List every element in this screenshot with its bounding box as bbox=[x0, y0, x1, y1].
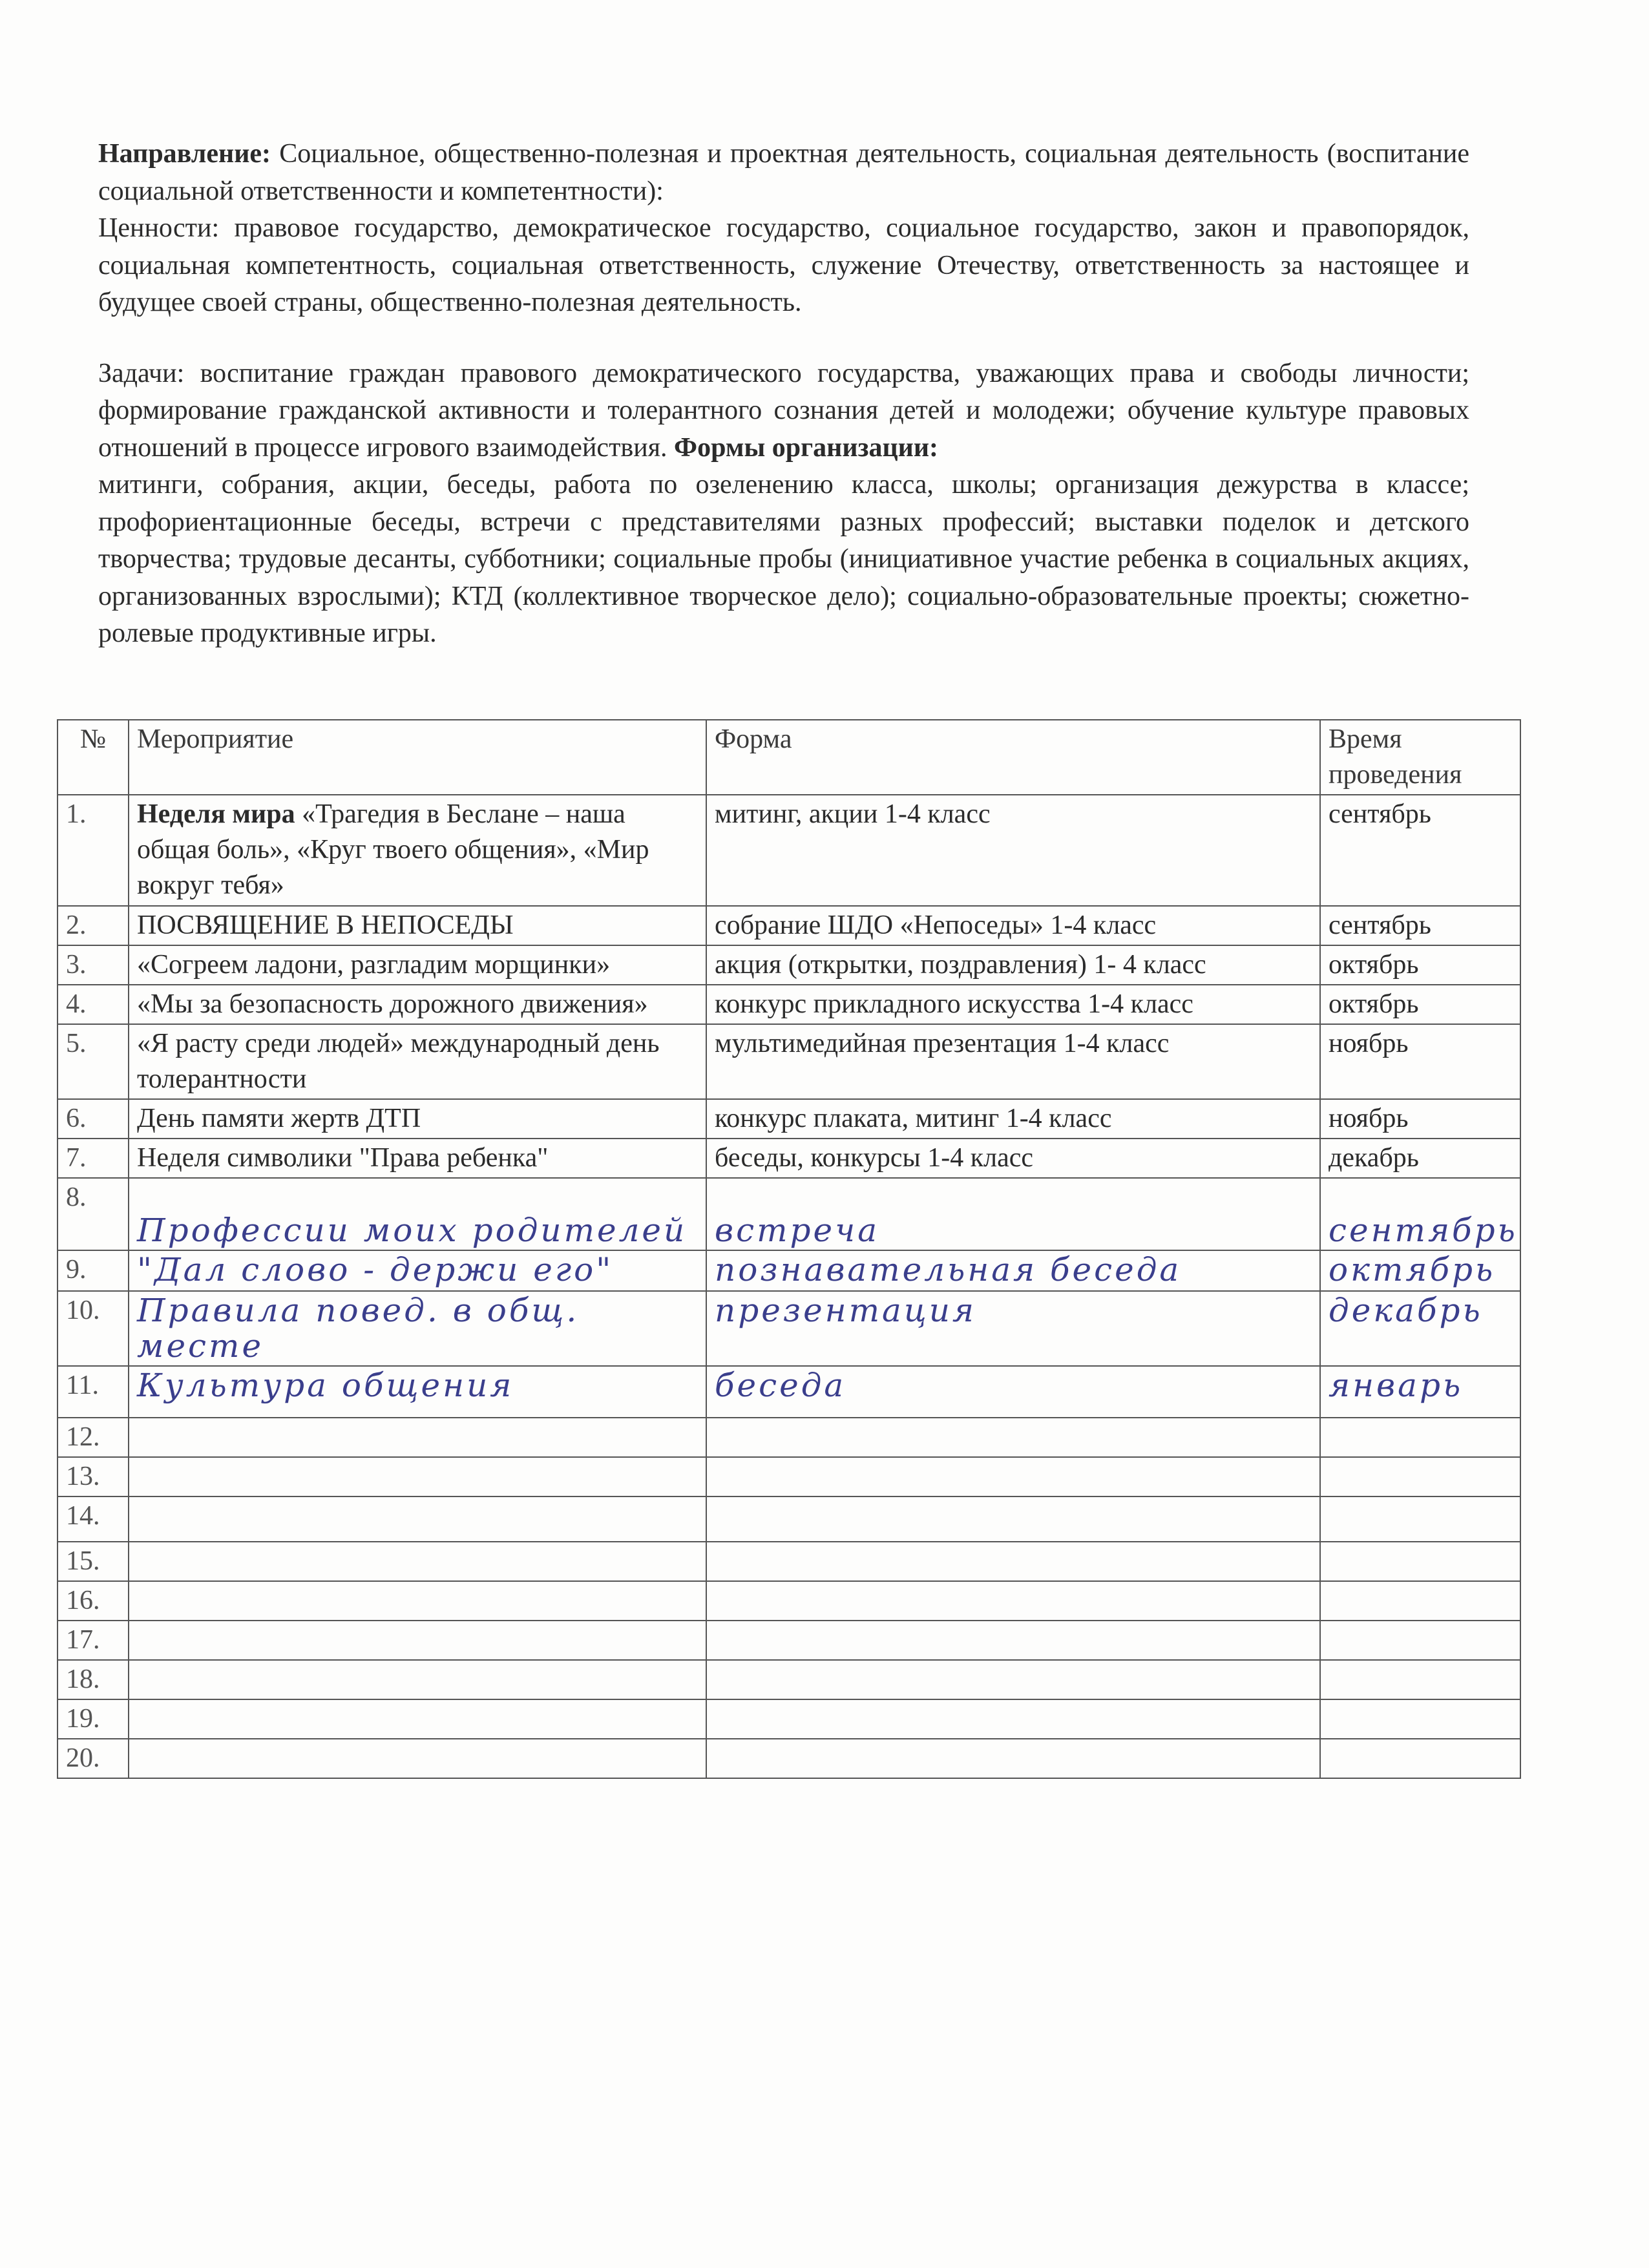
row-number: 11. bbox=[58, 1366, 129, 1418]
header-time: Время проведения bbox=[1320, 720, 1520, 795]
table-row bbox=[58, 795, 1520, 906]
row-number: 19. bbox=[58, 1699, 129, 1739]
row-event bbox=[129, 1581, 706, 1621]
row-event bbox=[129, 1496, 706, 1542]
header-event: Мероприятие bbox=[129, 720, 706, 795]
row-event-handwritten: Правила повед. в общ. месте bbox=[129, 1291, 706, 1366]
table-row bbox=[58, 1139, 1520, 1178]
row-event bbox=[129, 1457, 706, 1496]
forms-paragraph: митинги, собрания, акции, беседы, работа по озеленению класса, школы; организация дежурства в классе; профориентационные беседы, встречи с представителями разных профессий; выставки поделок и детского творчества; трудовые десанты, субботники; социальные пробы (инициативное участие ребенка в социальных акциях, организованных взрослыми); КТД (коллективное творческое дело); социально-образовательные проекты; сюжетно-ролевые продуктивные игры. bbox=[98, 470, 1469, 648]
intro-section bbox=[98, 136, 1469, 653]
row-time bbox=[1320, 1660, 1520, 1699]
row-form: собрание ШДО «Непоседы» 1-4 класс bbox=[706, 906, 1320, 945]
row-form: митинг, акции 1-4 класс bbox=[706, 795, 1320, 906]
row-number: 9. bbox=[58, 1250, 129, 1291]
row-event: Неделя символики "Права ребенка" bbox=[129, 1139, 706, 1178]
empty-row bbox=[58, 1581, 1520, 1621]
row-event-handwritten: "Дал слово - держи его" bbox=[129, 1250, 706, 1291]
empty-row bbox=[58, 1660, 1520, 1699]
row-form bbox=[706, 1699, 1320, 1739]
row-form: конкурс прикладного искусства 1-4 класс bbox=[706, 985, 1320, 1024]
forms-label: Формы организации: bbox=[674, 432, 939, 463]
empty-row bbox=[58, 1542, 1520, 1581]
row-time: декабрь bbox=[1320, 1139, 1520, 1178]
row-number: 10. bbox=[58, 1291, 129, 1366]
row-event: «Согреем ладони, разгладим морщинки» bbox=[129, 945, 706, 985]
row-time bbox=[1320, 1581, 1520, 1621]
row-time-handwritten: январь bbox=[1320, 1366, 1520, 1418]
row-event: «Я расту среди людей» международный день толерантности bbox=[129, 1024, 706, 1099]
row-number: 8. bbox=[58, 1178, 129, 1250]
tasks-text: Задачи: воспитание граждан правового демократического государства, уважающих права и свободы личности; формирование гражданской активности и толерантного сознания детей и молодежи; обучение культуре правовых отношений в процессе игрового взаимодействия. bbox=[98, 358, 1469, 463]
row-form bbox=[706, 1496, 1320, 1542]
row-event-handwritten: Культура общения bbox=[129, 1366, 706, 1418]
row-number: 20. bbox=[58, 1739, 129, 1778]
row-number: 18. bbox=[58, 1660, 129, 1699]
row-time bbox=[1320, 1496, 1520, 1542]
row-event bbox=[129, 1542, 706, 1581]
table-row bbox=[58, 945, 1520, 985]
row-number: 7. bbox=[58, 1139, 129, 1178]
empty-row bbox=[58, 1621, 1520, 1660]
row-time bbox=[1320, 1739, 1520, 1778]
row-number: 12. bbox=[58, 1418, 129, 1457]
row-form: акция (открытки, поздравления) 1- 4 класс bbox=[706, 945, 1320, 985]
row-event: ПОСВЯЩЕНИЕ В НЕПОСЕДЫ bbox=[129, 906, 706, 945]
table-row bbox=[58, 985, 1520, 1024]
row-form bbox=[706, 1418, 1320, 1457]
table-row bbox=[58, 906, 1520, 945]
empty-row bbox=[58, 1699, 1520, 1739]
row-number: 1. bbox=[58, 795, 129, 906]
row-form: конкурс плаката, митинг 1-4 класс bbox=[706, 1099, 1320, 1139]
table-header-row bbox=[58, 720, 1520, 795]
paragraph-gap bbox=[98, 322, 1469, 355]
empty-row bbox=[58, 1496, 1520, 1542]
row-number: 13. bbox=[58, 1457, 129, 1496]
header-form: Форма bbox=[706, 720, 1320, 795]
row-event bbox=[129, 1621, 706, 1660]
row-form: беседы, конкурсы 1-4 класс bbox=[706, 1139, 1320, 1178]
empty-row bbox=[58, 1457, 1520, 1496]
values-paragraph: Ценности: правовое государство, демократическое государство, социальное государство, закон и правопорядок, социальная компетентность, социальная ответственность, служение Отечеству, ответственность за настоящее и будущее своей страны, общественно-полезная деятельность. bbox=[98, 213, 1469, 317]
row-number: 16. bbox=[58, 1581, 129, 1621]
table-row bbox=[58, 1099, 1520, 1139]
row-time: сентябрь bbox=[1320, 906, 1520, 945]
direction-label: Направление: bbox=[98, 139, 271, 169]
table-row bbox=[58, 1024, 1520, 1099]
row-event-bold: Неделя мира bbox=[137, 799, 295, 829]
handwritten-row bbox=[58, 1178, 1520, 1250]
tasks-paragraph bbox=[98, 355, 1469, 467]
row-form bbox=[706, 1621, 1320, 1660]
row-time bbox=[1320, 1542, 1520, 1581]
row-form-handwritten: познавательная беседа bbox=[706, 1250, 1320, 1291]
row-time bbox=[1320, 1457, 1520, 1496]
handwritten-row bbox=[58, 1291, 1520, 1366]
row-time-handwritten: сентябрь bbox=[1320, 1178, 1520, 1250]
row-time-handwritten: декабрь bbox=[1320, 1291, 1520, 1366]
row-form bbox=[706, 1581, 1320, 1621]
row-number: 15. bbox=[58, 1542, 129, 1581]
row-form bbox=[706, 1660, 1320, 1699]
row-event bbox=[129, 1418, 706, 1457]
row-time: ноябрь bbox=[1320, 1024, 1520, 1099]
row-event-text: «Трагедия в Беслане – наша общая боль», «Круг твоего общения», «Мир вокруг тебя» bbox=[137, 799, 649, 900]
row-event: «Мы за безопасность дорожного движения» bbox=[129, 985, 706, 1024]
header-number: № bbox=[58, 720, 129, 795]
row-number: 5. bbox=[58, 1024, 129, 1099]
empty-row bbox=[58, 1418, 1520, 1457]
row-number: 2. bbox=[58, 906, 129, 945]
row-time bbox=[1320, 1699, 1520, 1739]
row-form bbox=[706, 1457, 1320, 1496]
events-table bbox=[57, 719, 1521, 1779]
row-time: октябрь bbox=[1320, 985, 1520, 1024]
row-form: мультимедийная презентация 1-4 класс bbox=[706, 1024, 1320, 1099]
row-form-handwritten: беседа bbox=[706, 1366, 1320, 1418]
row-form-handwritten: встреча bbox=[706, 1178, 1320, 1250]
handwritten-row bbox=[58, 1250, 1520, 1291]
direction-paragraph bbox=[98, 136, 1469, 210]
row-time: ноябрь bbox=[1320, 1099, 1520, 1139]
row-time: сентябрь bbox=[1320, 795, 1520, 906]
row-form-handwritten: презентация bbox=[706, 1291, 1320, 1366]
row-time-handwritten: октябрь bbox=[1320, 1250, 1520, 1291]
row-number: 4. bbox=[58, 985, 129, 1024]
row-event-handwritten: Профессии моих родителей bbox=[129, 1178, 706, 1250]
row-event bbox=[129, 795, 706, 906]
empty-row bbox=[58, 1739, 1520, 1778]
row-event: День памяти жертв ДТП bbox=[129, 1099, 706, 1139]
row-form bbox=[706, 1739, 1320, 1778]
handwritten-row bbox=[58, 1366, 1520, 1418]
row-number: 3. bbox=[58, 945, 129, 985]
row-form bbox=[706, 1542, 1320, 1581]
row-event bbox=[129, 1660, 706, 1699]
row-event bbox=[129, 1699, 706, 1739]
row-number: 6. bbox=[58, 1099, 129, 1139]
row-time: октябрь bbox=[1320, 945, 1520, 985]
row-number: 17. bbox=[58, 1621, 129, 1660]
row-number: 14. bbox=[58, 1496, 129, 1542]
row-time bbox=[1320, 1621, 1520, 1660]
row-time bbox=[1320, 1418, 1520, 1457]
direction-text: Социальное, общественно-полезная и проектная деятельность, социальная деятельность (воспитание социальной ответственности и компетентности): bbox=[98, 139, 1469, 206]
row-event bbox=[129, 1739, 706, 1778]
